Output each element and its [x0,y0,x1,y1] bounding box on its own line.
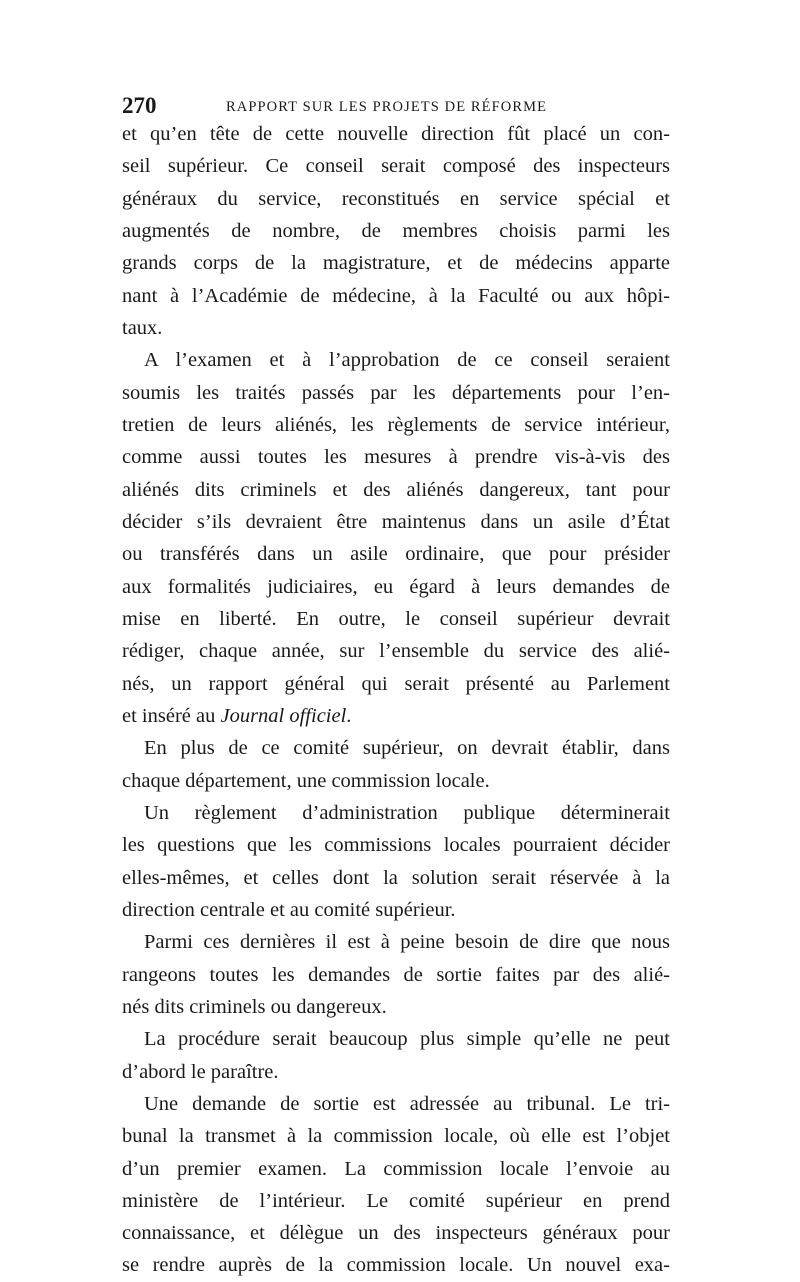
text-line: d’un premier examen. La commission locale l’envoie au [122,1157,670,1180]
text-line: aliénés dits criminels et des aliénés dangereux, tant pour [122,478,670,501]
text-line: ou transférés dans un asile ordinaire, que pour présider [122,543,670,566]
text-line: les questions que les commissions locales pourraient décider [122,834,670,857]
text-line: grands corps de la magistrature, et de médecins apparte [122,252,670,275]
text-line: tretien de leurs aliénés, les règlements de service intérieur, [122,413,670,436]
paragraph-start-line: En plus de ce comité supérieur, on devrait établir, dans [144,737,670,760]
journal-title: Journal officiel [220,704,347,727]
text-line: généraux du service, reconstitués en service spécial et [122,187,670,210]
text-line: décider s’ils devraient être maintenus dans un asile d’État [122,510,670,533]
paragraph-start-line: Parmi ces dernières il est à peine besoin de dire que nous [144,931,670,954]
text-line: nés dits criminels ou dangereux. [122,995,387,1018]
text-line: nant à l’Académie de médecine, à la Faculté ou aux hôpi- [122,284,670,307]
text-line: elles-mêmes, et celles dont la solution serait réservée à la [122,866,670,889]
text-line: mise en liberté. En outre, le conseil supérieur devrait [122,607,670,630]
text-line: chaque département, une commission locale. [122,769,490,792]
running-header [122,92,682,120]
paragraph-start-line: La procédure serait beaucoup plus simple qu’elle ne peut [144,1028,670,1051]
text-line: rangeons toutes les demandes de sortie faites par des alié- [122,963,670,986]
text-line: rédiger, chaque année, sur l’ensemble du service des alié- [122,640,670,663]
text-line: soumis les traités passés par les départements pour l’en- [122,381,670,404]
paragraph-start-line: Un règlement d’administration publique déterminerait [144,801,670,824]
text-line: connaissance, et délègue un des inspecteurs généraux pour [122,1222,670,1245]
text-line: et inséré au Journal officiel. [122,704,352,727]
text-line: augmentés de nombre, de membres choisis parmi les [122,219,670,242]
text-line: nés, un rapport général qui serait présenté au Parlement [122,672,670,695]
text-line: se rendre auprès de la commission locale. Un nouvel exa- [122,1254,670,1277]
text-line: bunal la transmet à la commission locale, où elle est l’objet [122,1125,670,1148]
running-title: RAPPORT SUR LES PROJETS DE RÉFORME [226,99,548,115]
text-line: seil supérieur. Ce conseil serait composé des inspecteurs [122,155,670,178]
text-line: taux. [122,316,163,339]
body-text [122,118,670,1282]
paragraph-start-line: Une demande de sortie est adressée au tribunal. Le tri- [144,1092,670,1115]
page-number: 270 [122,93,157,118]
text-line: et qu’en tête de cette nouvelle direction fût placé un con- [122,123,670,145]
text-line: d’abord le paraître. [122,1060,279,1083]
paragraph-start-line: A l’examen et à l’approbation de ce conseil seraient [144,349,670,372]
text-line: aux formalités judiciaires, eu égard à leurs demandes de [122,575,670,598]
text-line: ministère de l’intérieur. Le comité supérieur en prend [122,1189,670,1212]
text-line: comme aussi toutes les mesures à prendre vis-à-vis des [122,446,670,469]
text-line: direction centrale et au comité supérieur. [122,898,456,921]
